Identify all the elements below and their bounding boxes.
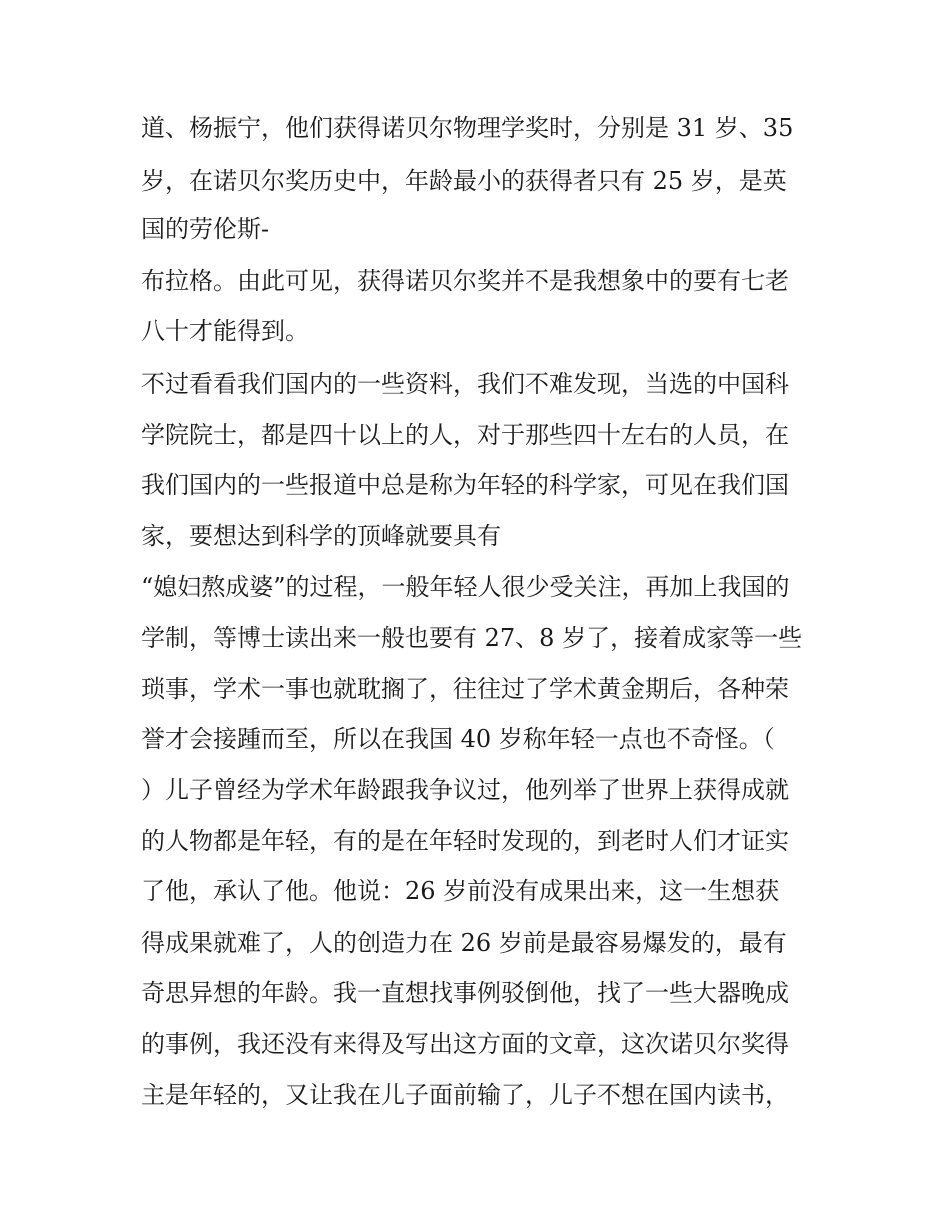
text-line: 主是年轻的，又让我在儿子面前输了，儿子不想在国内读书， (141, 1081, 789, 1109)
text-line: ）儿子曾经为学术年龄跟我争议过，他列举了世界上获得成就 (141, 776, 789, 804)
text-line: 布拉格。由此可见，获得诺贝尔奖并不是我想象中的要有七老 (141, 267, 789, 295)
text-line: 得成果就难了，人的创造力在 26 岁前是最容易爆发的，最有 (141, 929, 787, 957)
text-line: 不过看看我们国内的一些资料，我们不难发现，当选的中国科 (141, 370, 789, 398)
text-line: 的人物都是年轻，有的是在年轻时发现的，到老时人们才证实 (141, 827, 789, 855)
text-line: 了他，承认了他。他说：26 岁前没有成果出来，这一生想获 (141, 877, 780, 905)
text-line: 琐事，学术一事也就耽搁了，往往过了学术黄金期后，各种荣 (141, 675, 789, 703)
text-line: “媳妇熬成婆”的过程，一般年轻人很少受关注，再加上我国的 (141, 573, 790, 601)
text-line: 我们国内的一些报道中总是称为年轻的科学家，可见在我们国 (141, 471, 789, 499)
text-line: 国的劳伦斯- (141, 215, 270, 243)
text-line: 八十才能得到。 (141, 317, 309, 345)
text-line: 学院院士，都是四十以上的人，对于那些四十左右的人员，在 (141, 421, 789, 449)
text-line: 誉才会接踵而至，所以在我国 40 岁称年轻一点也不奇怪。（ (141, 725, 775, 753)
text-line: 学制，等博士读出来一般也要有 27、8 岁了，接着成家等一些 (141, 624, 803, 652)
text-line: 家，要想达到科学的顶峰就要具有 (141, 522, 501, 550)
text-line: 奇思异想的年龄。我一直想找事例驳倒他，找了一些大器晚成 (141, 979, 789, 1007)
text-line: 岁，在诺贝尔奖历史中，年龄最小的获得者只有 25 岁，是英 (141, 167, 787, 195)
text-line: 的事例，我还没有来得及写出这方面的文章，这次诺贝尔奖得 (141, 1030, 789, 1058)
text-line: 道、杨振宁，他们获得诺贝尔物理学奖时，分别是 31 岁、35 (141, 114, 794, 142)
